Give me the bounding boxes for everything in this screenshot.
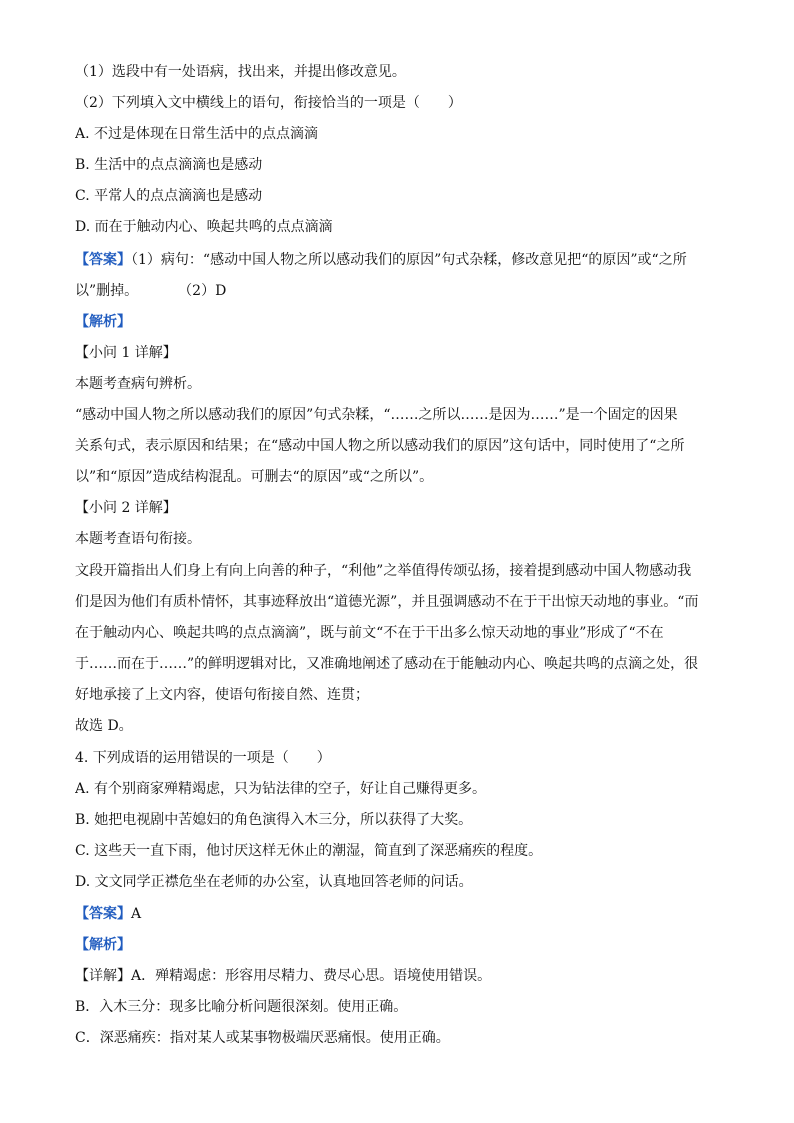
- q3-answer-line-1: [75, 250, 725, 270]
- q3-sub2-detail-line: 好地承接了上文内容，使语句衔接自然、连贯；: [75, 687, 369, 703]
- q3-subquestion-2: （2）下列填入文中横线上的语句，衔接恰当的一项是（ ）: [75, 95, 462, 111]
- q3-conclusion: 故选 D。: [75, 718, 133, 734]
- q3-sub2-detail-line: 们是因为他们有质朴情怀，其事迹释放出“道德光源”，并且强调感动不在于干出惊天动地的事业。“而: [75, 594, 699, 610]
- q4-detail-line-2: B．入木三分：现多比喻分析问题很深刻。使用正确。: [75, 999, 408, 1015]
- q4-option-a: A. 有个别商家殚精竭虑，只为钻法律的空子，好让自己赚得更多。: [75, 781, 487, 797]
- q3-option-a: A. 不过是体现在日常生活中的点点滴滴: [75, 126, 319, 142]
- q4-detail-line-3: C．深恶痛疾：指对某人或某事物极端厌恶痛恨。使用正确。: [75, 1030, 450, 1046]
- q3-sub1-detail-line: “感动中国人物之所以感动我们的原因”句式杂糅，“……之所以……是因为……”是一个固定的因果: [75, 407, 678, 423]
- q3-sub2-detail-line: 于……而在于……”的鲜明逻辑对比，又准确地阐述了感动在于能触动内心、唤起共鸣的点滴之处，很: [75, 656, 699, 672]
- q4-detail-line-1: [75, 966, 725, 986]
- q4-answer-line: [75, 904, 725, 924]
- q3-option-b: B. 生活中的点点滴滴也是感动: [75, 157, 263, 173]
- q3-subquestion-1: （1）选段中有一处语病，找出来，并提出修改意见。: [75, 64, 406, 80]
- q3-option-c: C. 平常人的点点滴滴也是感动: [75, 188, 263, 204]
- q4-analysis-tag: 【解析】: [75, 937, 131, 953]
- q4-option-c: C. 这些天一直下雨，他讨厌这样无休止的潮湿，简直到了深恶痛疾的程度。: [75, 843, 543, 859]
- q3-sub2-detail-tag: 【小问 2 详解】: [75, 500, 177, 516]
- q4-option-d: D. 文文同学正襟危坐在老师的办公室，认真地回答老师的问话。: [75, 874, 473, 890]
- q3-answer-line-2: [75, 281, 725, 301]
- q4-detail-tag: 【详解】: [75, 968, 131, 984]
- q4-detail-text: A．殚精竭虑：形容用尽精力、费尽心思。语境使用错误。: [131, 968, 492, 984]
- q3-answer-text-2b: （2）D: [178, 283, 227, 299]
- q3-sub2-detail-line: 文段开篇指出人们身上有向上向善的种子，“利他”之举值得传颂弘扬，接着提到感动中国人物感动我: [75, 563, 692, 579]
- q3-sub1-detail-tag: 【小问 1 详解】: [75, 345, 177, 361]
- q3-answer-text-2a: 以”删掉。: [75, 283, 139, 299]
- q3-sub2-detail-line: 在于触动内心、唤起共鸣的点点滴滴”，既与前文“不在于干出多么惊天动地的事业”形成了“不在: [75, 625, 664, 641]
- q4-stem: 4. 下列成语的运用错误的一项是（ ）: [75, 750, 331, 766]
- q3-analysis-tag: 【解析】: [75, 314, 131, 330]
- q3-option-d: D. 而在于触动内心、唤起共鸣的点点滴滴: [75, 219, 333, 235]
- q4-answer-tag: 【答案】: [75, 906, 131, 922]
- q4-option-b: B. 她把电视剧中苦媳妇的角色演得入木三分，所以获得了大奖。: [75, 812, 473, 828]
- q3-sub2-detail-intro: 本题考查语句衔接。: [75, 531, 201, 547]
- q3-answer-text-1: （1）病句：“感动中国人物之所以感动我们的原因”句式杂糅，修改意见把“的原因”或“之所: [131, 252, 687, 268]
- q3-sub1-detail-intro: 本题考查病句辨析。: [75, 376, 201, 392]
- q3-sub1-detail-line: 以”和“原因”造成结构混乱。可删去“的原因”或“之所以”。: [75, 469, 434, 485]
- q3-sub1-detail-line: 关系句式，表示原因和结果；在“感动中国人物之所以感动我们的原因”这句话中，同时使用了“之所: [75, 438, 685, 454]
- q4-answer-value: A: [131, 906, 142, 922]
- q3-answer-tag: 【答案】: [75, 252, 131, 268]
